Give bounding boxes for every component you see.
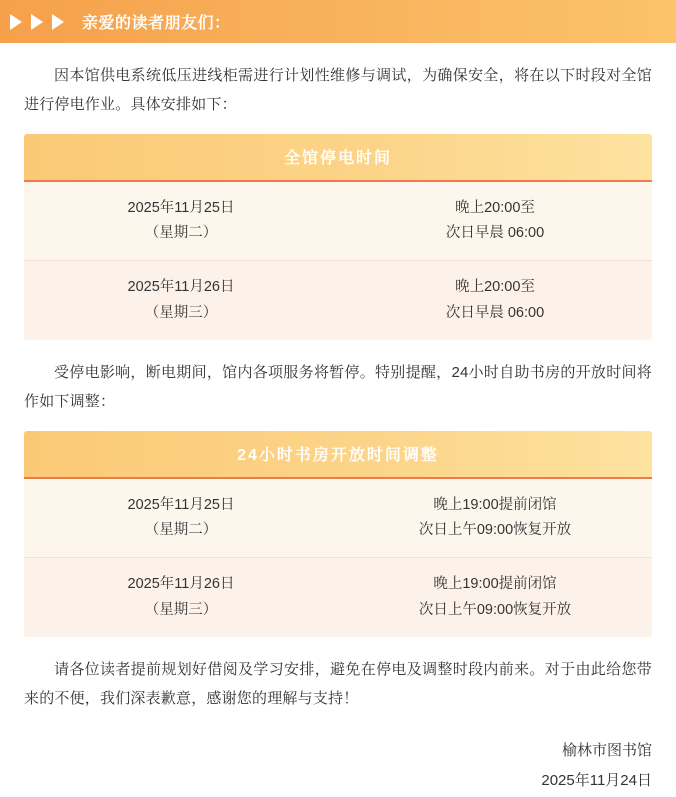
study-room-date-cell	[24, 558, 338, 637]
signature-date: 2025年11月24日	[0, 766, 652, 797]
header-banner	[0, 0, 676, 43]
time-line-1: 晚上20:00至	[455, 275, 535, 300]
time-line-2: 次日早晨 06:00	[446, 221, 544, 246]
date-line-1: 2025年11月25日	[128, 493, 235, 518]
date-line-1: 2025年11月25日	[128, 196, 235, 221]
time-line-1: 晚上20:00至	[455, 196, 535, 221]
triangle-right-icon	[31, 14, 43, 30]
outage-date-cell	[24, 261, 338, 340]
time-line-2: 次日上午09:00恢复开放	[419, 518, 571, 543]
table-row	[24, 261, 652, 340]
triangle-right-icon	[10, 14, 22, 30]
study-room-time-cell	[338, 479, 652, 558]
study-room-time-cell	[338, 558, 652, 637]
study-room-schedule-table	[24, 431, 652, 638]
page-title: 亲爱的读者朋友们：	[82, 10, 231, 33]
signature-block	[0, 736, 676, 797]
middle-paragraph: 受停电影响，断电期间，馆内各项服务将暂停。特别提醒，24小时自助书房的开放时间将作如下调整：	[24, 358, 652, 417]
time-line-2: 次日早晨 06:00	[446, 301, 544, 326]
triangle-right-icon	[52, 14, 64, 30]
study-room-date-cell	[24, 479, 338, 558]
date-line-1: 2025年11月26日	[128, 572, 235, 597]
date-line-2: （星期二）	[145, 518, 218, 543]
time-line-1: 晚上19:00提前闭馆	[433, 493, 556, 518]
date-line-2: （星期二）	[145, 221, 218, 246]
table-row	[24, 479, 652, 559]
date-line-2: （星期三）	[145, 598, 218, 623]
time-line-1: 晚上19:00提前闭馆	[433, 572, 556, 597]
signature-organization: 榆林市图书馆	[0, 736, 652, 767]
outage-time-cell	[338, 182, 652, 261]
time-line-2: 次日上午09:00恢复开放	[419, 598, 571, 623]
arrow-group	[10, 14, 64, 30]
outage-schedule-table	[24, 134, 652, 341]
closing-paragraph: 请各位读者提前规划好借阅及学习安排，避免在停电及调整时段内前来。对于由此给您带来的不便，我们深表歉意，感谢您的理解与支持！	[24, 655, 652, 714]
date-line-2: （星期三）	[145, 301, 218, 326]
notice-content	[0, 61, 676, 714]
table-row	[24, 558, 652, 637]
table-row	[24, 182, 652, 262]
study-room-table-title: 24小时书房开放时间调整	[24, 431, 652, 479]
intro-paragraph: 因本馆供电系统低压进线柜需进行计划性维修与调试，为确保安全，将在以下时段对全馆进行停电作业。具体安排如下：	[24, 61, 652, 120]
outage-time-cell	[338, 261, 652, 340]
outage-table-title: 全馆停电时间	[24, 134, 652, 182]
date-line-1: 2025年11月26日	[128, 275, 235, 300]
outage-date-cell	[24, 182, 338, 261]
